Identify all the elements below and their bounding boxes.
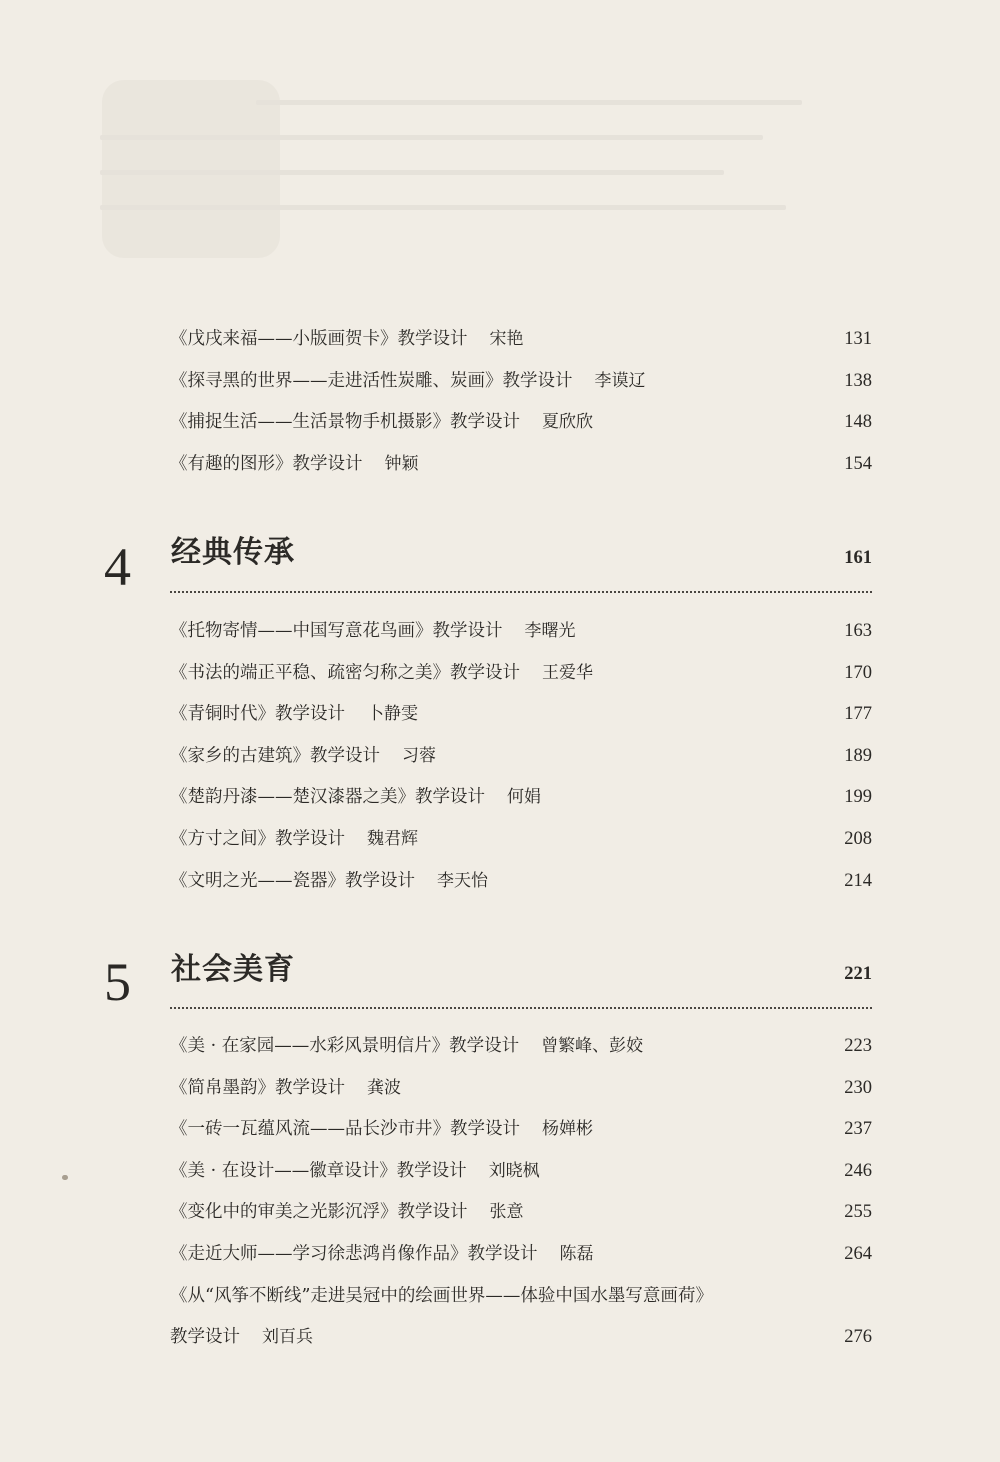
toc-entry[interactable] xyxy=(170,780,872,814)
entry-page: 208 xyxy=(844,829,872,849)
entry-author: 刘晓枫 xyxy=(488,1161,540,1181)
paper-speck xyxy=(62,1175,68,1180)
toc-entry[interactable] xyxy=(170,447,872,481)
entry-title: 《书法的端正平稳、疏密匀称之美》教学设计 xyxy=(170,663,520,683)
toc-entry[interactable] xyxy=(170,864,872,898)
entry-author: 陈磊 xyxy=(559,1244,594,1264)
section-page: 161 xyxy=(844,548,872,568)
toc-entry[interactable] xyxy=(170,822,872,856)
toc-entry[interactable] xyxy=(170,1237,872,1271)
section-page: 221 xyxy=(844,964,872,984)
entry-author: 魏君辉 xyxy=(367,829,418,849)
entry-author: 卜静雯 xyxy=(367,704,418,724)
entry-page: 264 xyxy=(844,1244,872,1264)
toc-entry[interactable] xyxy=(170,1112,872,1146)
entry-title: 《简帛墨韵》教学设计 xyxy=(170,1078,345,1098)
section-title[interactable]: 经典传承 xyxy=(171,535,295,570)
entry-title: 《家乡的古建筑》教学设计 xyxy=(170,746,380,766)
dotted-divider xyxy=(170,1007,872,1009)
entry-author: 王爱华 xyxy=(542,663,593,683)
entry-title: 《一砖一瓦蕴风流——品长沙市井》教学设计 xyxy=(170,1119,520,1139)
toc-entry[interactable] xyxy=(170,1195,872,1229)
entry-page: 230 xyxy=(844,1078,872,1098)
entry-author: 李谟辽 xyxy=(594,371,646,391)
bleed-through-text xyxy=(100,100,880,240)
entry-page: 170 xyxy=(844,663,872,683)
entry-page: 154 xyxy=(844,454,872,474)
entry-page: 131 xyxy=(844,329,872,349)
section-title[interactable]: 社会美育 xyxy=(171,952,295,987)
toc-entry[interactable] xyxy=(170,322,872,356)
dotted-divider xyxy=(170,591,872,593)
entry-author: 习蓉 xyxy=(402,746,436,766)
toc-entry[interactable] xyxy=(170,405,872,439)
entry-author: 张意 xyxy=(489,1202,524,1222)
entry-title: 教学设计 xyxy=(170,1327,240,1347)
entry-page: 223 xyxy=(844,1036,872,1056)
entry-title: 《方寸之间》教学设计 xyxy=(170,829,345,849)
entry-page: 276 xyxy=(844,1327,872,1347)
entry-title: 《托物寄情——中国写意花鸟画》教学设计 xyxy=(170,621,503,641)
toc-entry[interactable] xyxy=(170,1154,872,1188)
toc-entry[interactable] xyxy=(170,1029,872,1063)
entry-title: 《捕捉生活——生活景物手机摄影》教学设计 xyxy=(170,412,520,432)
entry-author: 杨婵彬 xyxy=(542,1119,593,1139)
entry-title: 《探寻黑的世界——走进活性炭雕、炭画》教学设计 xyxy=(170,371,573,391)
entry-page: 138 xyxy=(844,371,872,391)
entry-author: 曾繁峰、彭姣 xyxy=(541,1036,644,1056)
entry-title: 《楚韵丹漆——楚汉漆器之美》教学设计 xyxy=(170,787,485,807)
entry-author: 龚波 xyxy=(367,1078,401,1098)
entry-author: 李天怡 xyxy=(437,871,488,891)
section-number: 4 xyxy=(104,537,131,597)
entry-page: 199 xyxy=(844,787,872,807)
entry-title: 《变化中的审美之光影沉浮》教学设计 xyxy=(170,1202,468,1222)
toc-entry[interactable] xyxy=(170,1320,872,1354)
entry-author: 宋艳 xyxy=(489,329,524,349)
entry-page: 189 xyxy=(844,746,872,766)
toc-entry[interactable] xyxy=(170,656,872,690)
entry-title: 《文明之光——瓷器》教学设计 xyxy=(170,871,415,891)
entry-page: 246 xyxy=(844,1161,872,1181)
entry-title: 《有趣的图形》教学设计 xyxy=(170,454,363,474)
entry-title: 《青铜时代》教学设计 xyxy=(170,704,345,724)
entry-page: 237 xyxy=(844,1119,872,1139)
entry-author: 钟颖 xyxy=(384,454,419,474)
entry-author: 夏欣欣 xyxy=(542,412,593,432)
toc-entry[interactable] xyxy=(170,614,872,648)
entry-page: 148 xyxy=(844,412,872,432)
entry-page: 214 xyxy=(844,871,872,891)
entry-author: 何娟 xyxy=(507,787,541,807)
toc-entry[interactable] xyxy=(170,1071,872,1105)
toc-entry[interactable] xyxy=(170,739,872,773)
toc-entry[interactable] xyxy=(170,697,872,731)
entry-title: 《从“风筝不断线”走进吴冠中的绘画世界——体验中国水墨写意画荷》 xyxy=(170,1286,713,1306)
entry-page: 177 xyxy=(844,704,872,724)
entry-title: 《美 · 在家园——水彩风景明信片》教学设计 xyxy=(170,1036,520,1056)
entry-author: 李曙光 xyxy=(524,621,576,641)
entry-title: 《戊戌来福——小版画贺卡》教学设计 xyxy=(170,329,468,349)
entry-page: 163 xyxy=(844,621,872,641)
toc-entry[interactable] xyxy=(170,364,872,398)
entry-title: 《美 · 在设计——徽章设计》教学设计 xyxy=(170,1161,467,1181)
entry-page: 255 xyxy=(844,1202,872,1222)
toc-entry[interactable] xyxy=(170,1279,872,1313)
entry-author: 刘百兵 xyxy=(262,1327,313,1347)
entry-title: 《走近大师——学习徐悲鸿肖像作品》教学设计 xyxy=(170,1244,538,1264)
section-number: 5 xyxy=(104,952,131,1012)
